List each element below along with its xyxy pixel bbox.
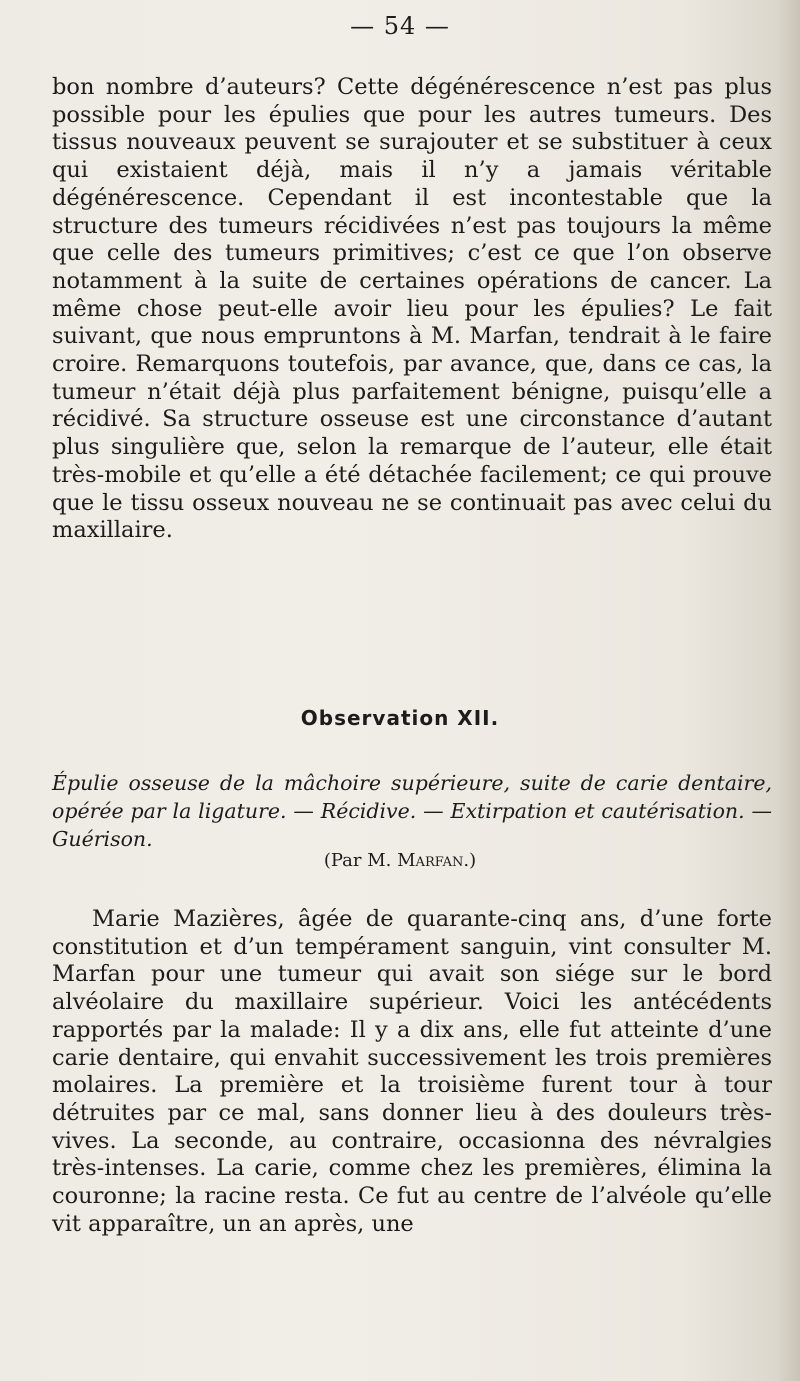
author-byline — [0, 850, 800, 871]
body-text-bottom — [52, 906, 772, 1238]
observation-subtitle: Épulie osseuse de la mâchoire supérieure, suite de carie dentaire, opérée par la ligature. — Récidive. — Extirpation et cautérisation. — Guérison. — [52, 771, 772, 851]
page-number: — 54 — — [350, 12, 450, 40]
byline-suffix: .) — [463, 850, 477, 871]
byline-prefix: (Par M. — [323, 850, 392, 871]
paragraph: bon nombre d’auteurs? Cette dégénérescence n’est pas plus possible pour les épulies que pour les autres tumeurs. Des tissus nouveaux peuvent se surajouter et se substituer à ceux qui existaient déjà, mais il n’y a jamais véritable dégénérescence. Cependant il est incontestable que la structure des tumeurs récidivées n’est pas toujours la même que celle des tumeurs primitives; c’est ce que l’on observe notamment à la suite de certaines opérations de cancer. La même chose peut-elle avoir lieu pour les épulies? Le fait suivant, que nous empruntons à M. Marfan, tendrait à le faire croire. Remarquons toutefois, par avance, que, dans ce cas, la tumeur n’était déjà plus parfaitement bénigne, puisqu’elle a récidivé. Sa structure osseuse est une circonstance d’autant plus singulière que, selon la remarque de l’auteur, elle était très-mobile et qu’elle a été détachée facilement; ce qui prouve que le tissu osseux nouveau ne se continuait pas avec celui du maxillaire. — [52, 74, 772, 544]
paragraph: Marie Mazières, âgée de quarante-cinq ans, d’une forte constitution et d’un tempérament sanguin, vint consulter M. Marfan pour une tumeur qui avait son siége sur le bord alvéolaire du maxillaire supérieur. Voici les antécédents rapportés par la malade: Il y a dix ans, elle fut atteinte d’une carie dentaire, qui envahit successivement les trois premières molaires. La première et la troisième furent tour à tour détruites par ce mal, sans donner lieu à des douleurs très-vives. La seconde, au contraire, occasionna des névralgies très-intenses. La carie, comme chez les premières, élimina la couronne; la racine resta. Ce fut au centre de l’alvéole qu’elle vit apparaître, un an après, une — [52, 906, 772, 1237]
byline-author: Marfan — [397, 850, 464, 871]
body-text-top — [52, 74, 772, 545]
observation-heading: Observation XII. — [300, 706, 500, 730]
